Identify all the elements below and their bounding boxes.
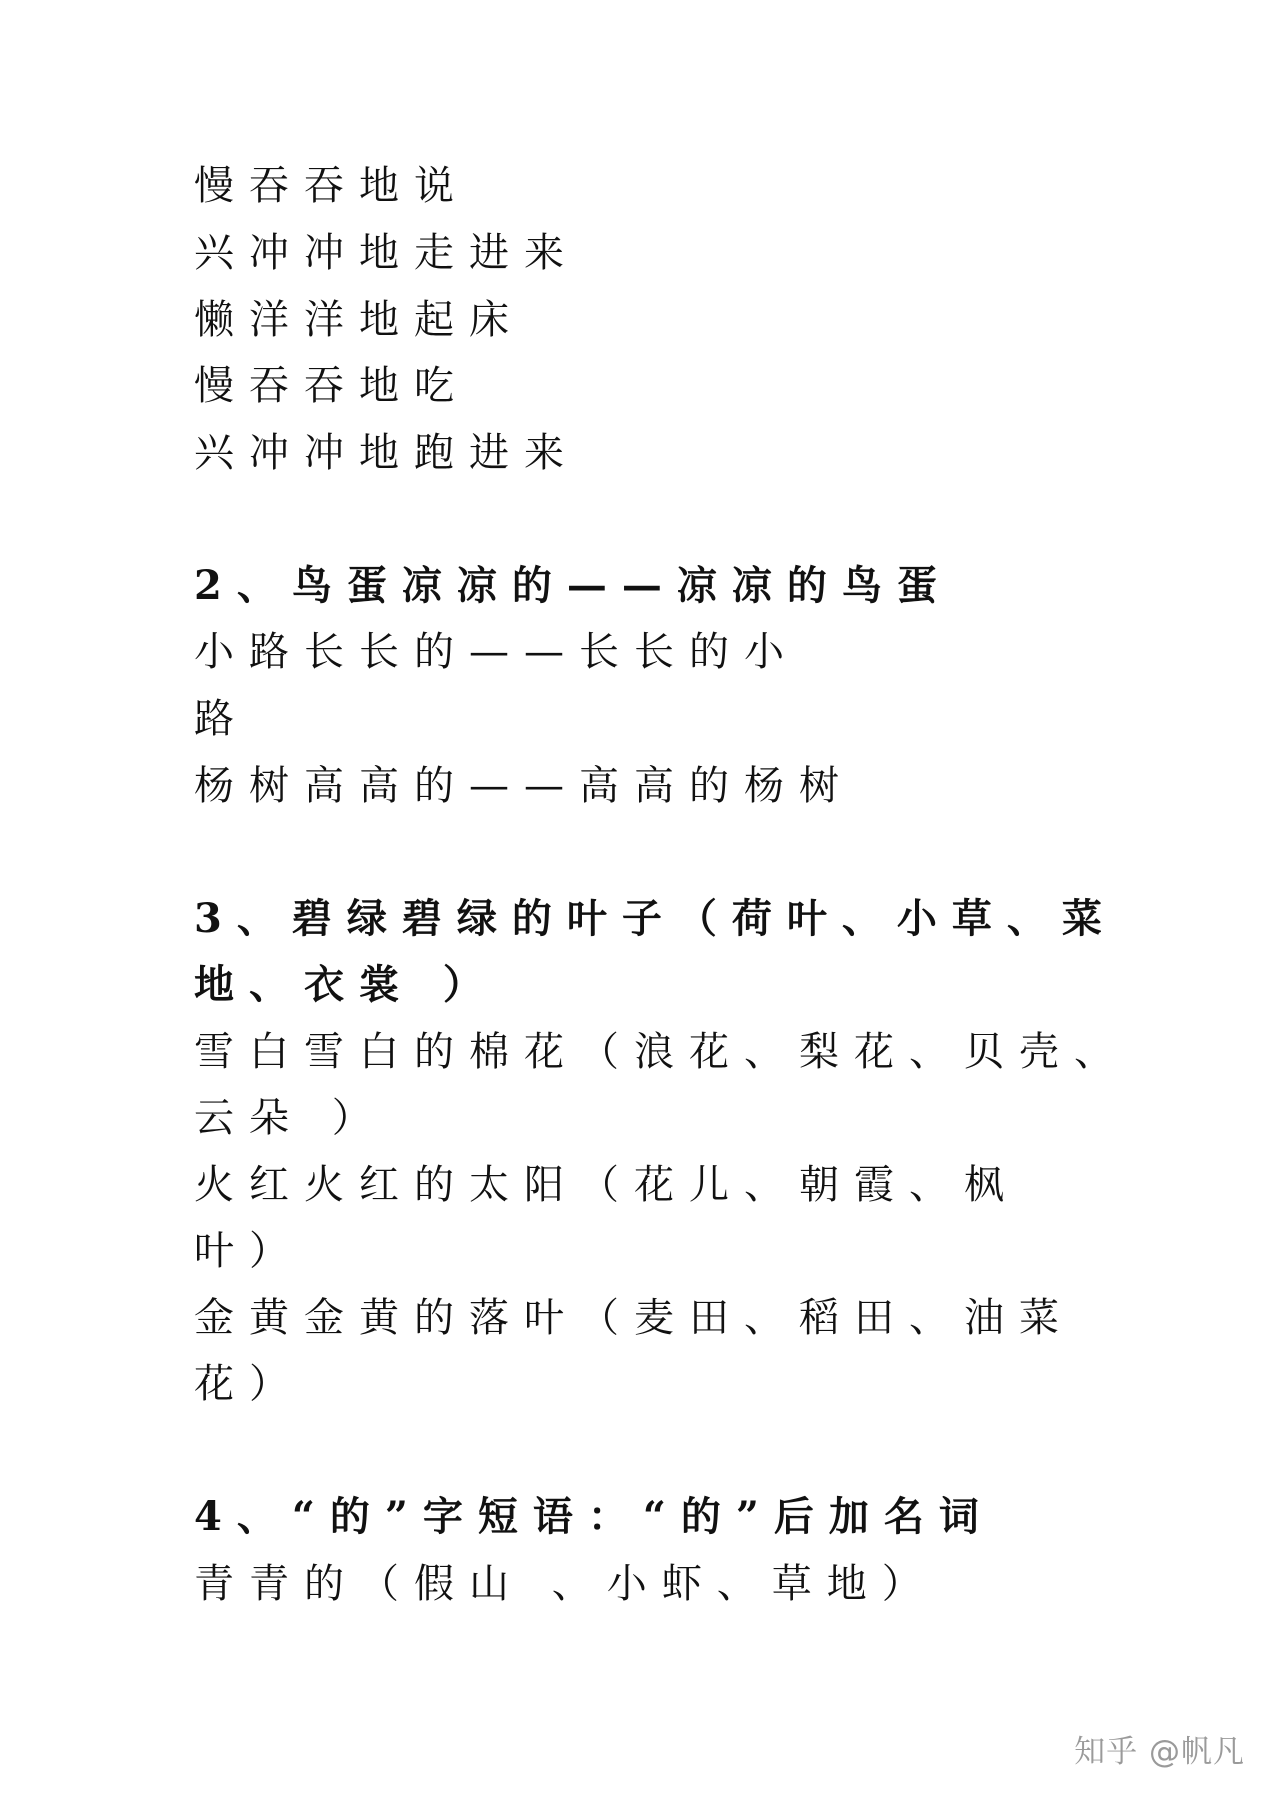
section-heading-3: 3、碧绿碧绿的叶子（荷叶、小草、菜 bbox=[194, 895, 1117, 942]
text-line: 云朵 ） bbox=[194, 1095, 387, 1141]
text-line: 兴冲冲地走进来 bbox=[194, 230, 579, 276]
text-line: 金黄金黄的落叶（麦田、稻田、油菜 bbox=[194, 1295, 1074, 1341]
section-heading-2: 2、鸟蛋凉凉的——凉凉的鸟蛋 bbox=[194, 562, 952, 609]
text-line: 火红火红的太阳（花儿、朝霞、枫 bbox=[194, 1162, 1019, 1208]
text-line: 兴冲冲地跑进来 bbox=[194, 430, 579, 476]
text-line: 青青的（假山 、小虾、草地） bbox=[194, 1561, 937, 1607]
section-heading-3-continued: 地、衣裳 ） bbox=[194, 961, 498, 1008]
text-line: 花） bbox=[194, 1361, 304, 1407]
section-heading-4: 4、“的”字短语：“的”后加名词 bbox=[194, 1493, 994, 1540]
text-line: 路 bbox=[194, 696, 249, 742]
text-line: 小路长长的——长长的小 bbox=[194, 629, 799, 675]
text-line: 慢吞吞地吃 bbox=[194, 363, 469, 409]
text-line: 懒洋洋地起床 bbox=[194, 297, 524, 343]
text-line: 雪白雪白的棉花（浪花、梨花、贝壳、 bbox=[194, 1029, 1129, 1075]
watermark: 知乎 @帆凡 bbox=[1074, 1734, 1245, 1770]
text-line: 杨树高高的——高高的杨树 bbox=[194, 763, 854, 809]
text-line: 慢吞吞地说 bbox=[194, 163, 469, 209]
text-line: 叶） bbox=[194, 1228, 304, 1274]
